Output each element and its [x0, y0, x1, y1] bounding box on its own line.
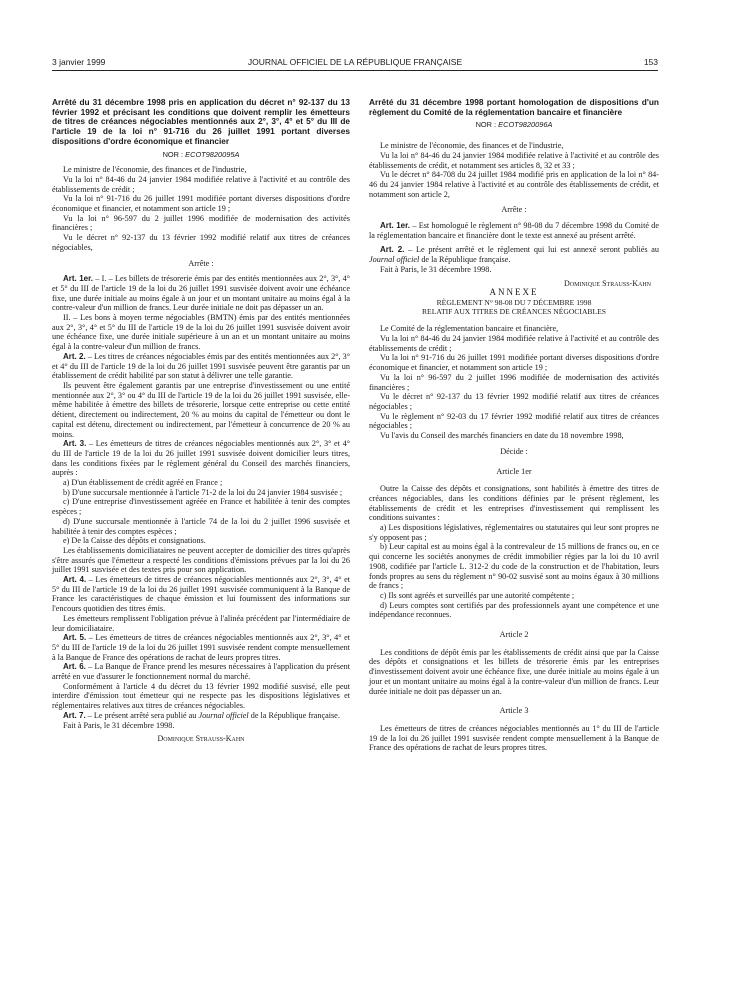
article-1	[52, 274, 350, 313]
intro-line: Vu le décret n° 92-137 du 13 février 1992 modifié relatif aux titres de créances négociables,	[52, 233, 350, 252]
article-text: – I. – Les billets de trésorerie émis par des entités mentionnées aux 2°, 3°, 4° et 5° du III de l'article 19 de la loi du 26 juillet 1991 susvisée doivent avoir une échéance fixe, une durée initiale au moins égale à un jour et un montant unitaire au moins égal à la contre-valeur d'un million de francs. Leur durée initiale ne doit pas dépasser un an.	[52, 274, 350, 313]
intro-line: Vu la loi n° 84-46 du 24 janvier 1984 modifiée relative à l'activité et au contrôle des établissements de crédit ;	[52, 174, 350, 194]
signature: Dominique Strauss-Kahn	[157, 734, 245, 744]
paragraph: Outre la Caisse des dépôts et consignations, sont habilités à émettre des titres de créances négociables, dans les conditions définies par le présent règlement, les établissements de crédit et les entreprises d'investissement qui remplissent les conditions suivantes :	[369, 484, 659, 523]
article-label: Art. 6.	[63, 662, 86, 672]
article-2	[369, 245, 659, 264]
intro-line: Le ministre de l'économie, des finances et de l'industrie,	[63, 165, 247, 175]
paragraph: Les établissements domiciliataires ne peuvent accepter de domicilier des titres qu'après s'être assurés que l'émetteur a respecté les conditions d'émissions prévues par la loi du 26 juillet 1991 susvisée et des textes pris pour son application.	[52, 545, 350, 575]
list-item: a) D'un établissement de crédit agréé en France ;	[63, 478, 223, 488]
regulation-title-line: RELATIF AUX TITRES DE CRÉANCES NÉGOCIABLES	[421, 307, 606, 317]
annexe-heading: ANNEXE	[489, 287, 539, 298]
article-text: – Est homologué le règlement n° 98-08 du 7 décembre 1998 du Comité de la réglementation bancaire et financière dont le texte est annexé au présent arrêté.	[369, 221, 659, 240]
article-3	[52, 439, 350, 478]
article-heading: Article 2	[499, 630, 529, 640]
intro-line: Vu le décret n° 92-137 du 13 février 1992 modifié relatif aux titres de créances négociables ;	[369, 392, 659, 411]
regulation-title-line: RÈGLEMENT N° 98-08 DU 7 DÉCEMBRE 1998	[436, 297, 592, 307]
article-text: – Les émetteurs de titres de créances négociables mentionnés aux 2°, 3°, 4° et 5° du III de l'article 19 de la loi du 26 juillet 1991 susvisée communiquent à la Banque de France les caractéristiques de chaque émission et lui fournissent des informations sur l'encours quotidien des titres émis.	[52, 575, 350, 614]
article-label: Art. 3.	[63, 439, 87, 449]
article-text: – La Banque de France prend les mesures nécessaires à l'application du présent arrêté en vue d'assurer le fonctionnement normal du marché.	[52, 662, 350, 682]
article-4	[52, 575, 350, 614]
intro-line: Vu la loi n° 91-716 du 26 juillet 1991 modifiée portant diverses dispositions d'ordre économique et financier, et notamment son article 19 ;	[52, 194, 350, 214]
list-item: c) Ils sont agréés et surveillés par une autorité compétente ;	[380, 590, 575, 600]
intro-line: Vu la loi n° 96-597 du 2 juillet 1996 modifiée de modernisation des activités financières ;	[369, 372, 659, 392]
intro-line: Vu la loi n° 91-716 du 26 juillet 1991 modifiée portant diverses dispositions d'ordre économique et financier, et notamment son article 19 ;	[369, 353, 659, 373]
nor-label: NOR :	[475, 120, 499, 130]
article-text: de la République française.	[248, 710, 340, 720]
list-item: b) D'une succursale mentionnée à l'article 71-2 de la loi du 24 janvier 1984 susvisée ;	[63, 487, 343, 497]
nor-code: ECOT9820095A	[185, 149, 240, 159]
article-label: Art. 7.	[63, 710, 86, 720]
article-text: de la République française.	[419, 255, 511, 265]
page-number: 153	[643, 57, 658, 67]
page-header	[52, 57, 658, 71]
paragraph: Les conditions de dépôt émis par les établissements de crédit ainsi que par la Caisse des dépôts et consignations et les billets de trésorerie émis par les entreprises d'investissement doivent avoir une échéance fixe, une durée initiale au moins égale à un jour et un montant unitaire au moins égal à la contre-valeur d'un million de francs. Leur durée initiale ne doit pas dépasser un an.	[369, 647, 659, 696]
list-item: c) D'une entreprise d'investissement agréée en France et habilitée à tenir des comptes espèces ;	[52, 497, 350, 517]
article-7	[52, 711, 350, 721]
paragraph: Les émetteurs de titres de créances négociables mentionnés au 1° du III de l'article 19 de la loi du 26 juillet 1991 susvisée rendent compte mensuellement à la Banque de France des opérations de rachat de leurs propres titres.	[369, 723, 659, 753]
article-label: Art. 2.	[380, 245, 405, 255]
left-nor	[52, 150, 350, 160]
intro-line: Vu la loi n° 84-46 du 24 janvier 1984 modifiée relative à l'activité et au contrôle des établissements de crédit ;	[369, 334, 659, 353]
intro-line: Vu le décret n° 84-708 du 24 juillet 1984 modifié pris en application de la loi n° 84-46 du 24 janvier 1984 relative à l'activité et au contrôle des établissements de crédit, et notamment son article 2,	[369, 170, 659, 199]
article-text: – Les titres de créances négociables émis par des entités mentionnées aux 2°, 3° et 4° du III de l'article 19 de la loi du 26 juillet 1991 susvisée peuvent être garantis par un établissement de crédit habilité par son statut à délivrer une telle garantie.	[52, 351, 350, 381]
article-text: – Les émetteurs de titres de créances négociables mentionnés aux 2°, 3° et 4° du III de l'article 19 de la loi du 26 juillet 1991 susvisée doivent domicilier leurs titres, dans les conditions fixées par le règlement général du Conseil des marchés financiers, auprès :	[52, 439, 351, 478]
journal-officiel-ref: Journal officiel	[198, 710, 249, 720]
done-at: Fait à Paris, le 31 décembre 1998.	[380, 264, 492, 274]
article-text: – Les émetteurs de titres de créances négociables mentionnés aux 2°, 3°, 4° et 5° du III de l'article 19 de la loi du 26 juillet 1991 susvisée rendent compte mensuellement à la Banque de France des opérations de rachat de leurs propres titres.	[52, 633, 350, 662]
article-6	[52, 662, 350, 681]
paragraph: II. – Les bons à moyen terme négociables (BMTN) émis par des entités mentionnées aux 2°, 3°, 4° et 5° du III de l'article 19 de la loi du 26 juillet 1991 susvisée doivent avoir une échéance fixe, une durée initiale supérieure à un an et un montant unitaire au moins égal à la contre-valeur d'un million de francs.	[52, 313, 350, 352]
article-label: Art. 5.	[63, 633, 87, 643]
intro-line: Vu la loi n° 84-46 du 24 janvier 1984 modifiée relative à l'activité et au contrôle des établissements de crédit, et notamment ses articles 8, 32 et 33 ;	[369, 150, 659, 170]
list-item: d) Leurs comptes sont certifiés par des professionnels ayant une compétence et une indépendance reconnues.	[369, 600, 659, 620]
article-heading: Article 1er	[496, 466, 532, 476]
intro-line: Vu le règlement n° 92-03 du 17 février 1992 modifié relatif aux titres de créances négociables ;	[369, 411, 659, 431]
nor-code: ECOT9820096A	[498, 120, 553, 130]
issue-date: 3 janvier 1999	[52, 57, 106, 67]
nor-label: NOR :	[162, 149, 186, 159]
article-5	[52, 633, 350, 662]
intro-line: Le ministre de l'économie, des finances et de l'industrie,	[380, 141, 564, 151]
decide-heading: Décide :	[500, 446, 528, 456]
list-item: d) D'une succursale mentionnée à l'article 74 de la loi du 2 juillet 1996 susvisée et habilitée à tenir des comptes espèces ;	[52, 516, 350, 536]
right-decree-title: Arrêté du 31 décembre 1998 portant homologation de dispositions d'un règlement du Comité de la réglementation bancaire et financière	[369, 97, 659, 117]
article-2	[52, 352, 350, 381]
article-text: – Le présent arrêté et le règlement qui lui est annexé seront publiés au	[404, 245, 660, 255]
intro-line: Vu la loi n° 96-597 du 2 juillet 1996 modifiée de modernisation des activités financières ;	[52, 213, 350, 233]
list-item: a) Les dispositions législatives, réglementaires ou statutaires qui leur sont propres ne s'y opposent pas ;	[369, 523, 659, 542]
regulation-title	[369, 298, 659, 316]
article-text: – Le présent arrêté sera publié au	[85, 710, 199, 720]
intro-line: Le Comité de la réglementation bancaire et financière,	[380, 324, 559, 334]
done-at: Fait à Paris, le 31 décembre 1998.	[63, 720, 175, 730]
list-item: e) De la Caisse des dépôts et consignations.	[63, 536, 206, 546]
journal-officiel-ref: Journal officiel	[369, 255, 420, 265]
signature: Dominique Strauss-Kahn	[563, 278, 651, 288]
paragraph: Conformément à l'article 4 du décret du 13 février 1992 modifié susvisé, elle peut interdire d'émission tout émetteur qui ne respecte pas les dispositions législatives et réglementaires relatives aux titres de créances négociables.	[52, 681, 350, 711]
article-label: Art. 1er.	[63, 274, 93, 284]
arrete-heading: Arrête :	[188, 258, 214, 268]
article-label: Art. 2.	[63, 351, 86, 361]
article-heading: Article 3	[499, 706, 529, 716]
intro-line: Vu l'avis du Conseil des marchés financiers en date du 18 novembre 1998,	[380, 431, 624, 441]
article-1	[369, 221, 659, 240]
right-nor	[369, 120, 659, 130]
paragraph: Ils peuvent être également garantis par une entreprise d'investissement ou une entité mentionnée aux 2°, 3° ou 4° du III de l'article 19 de la loi du 26 juillet 1991 susvisée, elle-même habilitée à émettre des billets de trésorerie, lorsque cette entreprise ou cette entité détient, directement ou indirectement, 20 % au moins du capital de l'émetteur ou dont le capital est détenu, directement ou indirectement, par l'émetteur à concurrence de 20 % au moins.	[52, 380, 350, 439]
left-decree-title: Arrêté du 31 décembre 1998 pris en application du décret n° 92-137 du 13 février 1992 et précisant les conditions que doivent remplir les émetteurs de titres de créances négociables mentionnés aux 2°, 3°, 4° et 5° du III de l'article 19 de la loi n° 91-716 du 26 juillet 1991 portant diverses dispositions d'ordre économique et financier	[52, 97, 350, 146]
header-rule	[52, 70, 658, 71]
list-item: b) Leur capital est au moins égal à la contrevaleur de 15 millions de francs ou, en ce qui concerne les sociétés anonymes de crédit immobilier régies par la loi du 10 avril 1908, codifiée par l'article L. 312-2 du code de la construction et de l'habitation, leurs fonds propres au sens du règlement n° 90-02 susvisé sont au moins égaux à 30 millions de francs ;	[369, 542, 659, 591]
article-label: Art. 1er.	[380, 221, 411, 231]
arrete-heading: Arrête :	[501, 205, 527, 215]
article-label: Art. 4.	[63, 575, 87, 585]
paragraph: Les émetteurs remplissent l'obligation prévue à l'alinéa précédent par l'intermédiaire de leur domiciliataire.	[52, 613, 350, 633]
journal-title: JOURNAL OFFICIEL DE LA RÉPUBLIQUE FRANÇAISE	[247, 57, 463, 67]
left-column	[52, 98, 350, 744]
right-column	[369, 98, 659, 753]
